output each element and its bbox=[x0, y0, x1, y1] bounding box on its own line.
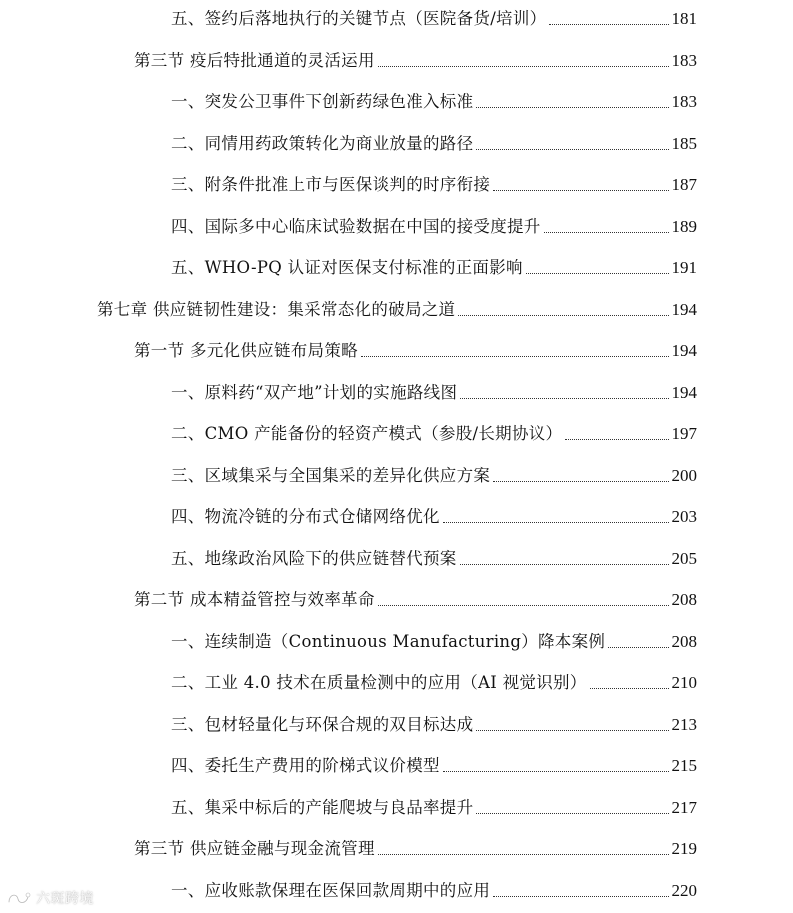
toc-dot-leader bbox=[544, 232, 669, 233]
toc-entry-title: 五、签约后落地执行的关键节点（医院备货/培训） bbox=[171, 9, 547, 28]
toc-dot-leader bbox=[378, 854, 669, 855]
toc-page-number: 220 bbox=[671, 880, 697, 900]
toc-entry[interactable] bbox=[171, 419, 697, 445]
toc-dot-leader bbox=[565, 439, 668, 440]
toc-dot-leader bbox=[361, 356, 669, 357]
toc-entry-title: 第七章 供应链韧性建设：集采常态化的破局之道 bbox=[97, 299, 456, 319]
toc-dot-leader bbox=[590, 688, 669, 689]
toc-page-number: 208 bbox=[671, 631, 697, 651]
toc-dot-leader bbox=[378, 605, 669, 606]
watermark bbox=[6, 887, 94, 909]
toc-entry[interactable] bbox=[171, 710, 697, 736]
toc-dot-leader bbox=[443, 771, 669, 772]
toc-entry-title: 第三节 供应链金融与现金流管理 bbox=[134, 839, 375, 858]
toc-dot-leader bbox=[460, 564, 669, 565]
toc-page-number: 181 bbox=[671, 9, 697, 28]
toc-entry[interactable] bbox=[171, 502, 697, 528]
toc-entry[interactable] bbox=[171, 87, 697, 113]
toc-page-number: 183 bbox=[671, 50, 697, 70]
toc-page-number: 208 bbox=[671, 590, 697, 609]
toc-entry-title: 第二节 成本精益管控与效率革命 bbox=[134, 590, 375, 609]
toc-page-number: 185 bbox=[671, 133, 697, 153]
toc-entry-title: 一、突发公卫事件下创新药绿色准入标准 bbox=[171, 92, 474, 111]
toc-entry[interactable] bbox=[171, 378, 697, 404]
toc-entry[interactable] bbox=[171, 170, 697, 196]
toc-entry[interactable] bbox=[134, 585, 697, 611]
toc-dot-leader bbox=[460, 398, 668, 399]
toc-entry[interactable] bbox=[171, 4, 697, 30]
toc-page-number: 183 bbox=[671, 92, 697, 111]
toc-entry-title: 二、同情用药政策转化为商业放量的路径 bbox=[171, 133, 474, 153]
toc-dot-leader bbox=[493, 896, 668, 897]
toc-dot-leader bbox=[493, 190, 668, 191]
toc-page-number: 200 bbox=[671, 465, 697, 485]
toc-page-number: 189 bbox=[671, 216, 697, 236]
toc-page-number: 194 bbox=[671, 382, 697, 402]
toc-page-number: 187 bbox=[671, 175, 697, 194]
toc-entry[interactable] bbox=[171, 668, 697, 694]
toc-page-number: 203 bbox=[671, 507, 697, 526]
toc-entry[interactable] bbox=[134, 336, 697, 362]
toc-chapter-entry[interactable] bbox=[97, 295, 697, 321]
toc-entry[interactable] bbox=[171, 793, 697, 819]
toc-entry-title: 三、区域集采与全国集采的差异化供应方案 bbox=[171, 465, 491, 485]
toc-entry-title: 四、国际多中心临床试验数据在中国的接受度提升 bbox=[171, 216, 541, 236]
toc-entry-title: 三、包材轻量化与环保合规的双目标达成 bbox=[171, 714, 474, 734]
toc-page-number: 217 bbox=[671, 797, 697, 817]
toc-dot-leader bbox=[378, 66, 669, 67]
toc-dot-leader bbox=[526, 273, 669, 274]
toc-page-number: 194 bbox=[671, 341, 697, 360]
toc-entry[interactable] bbox=[171, 751, 697, 777]
toc-entry-title: 二、工业 4.0 技术在质量检测中的应用（AI 视觉识别） bbox=[171, 673, 587, 692]
toc-entry[interactable] bbox=[171, 212, 697, 238]
toc-entry-title: 四、委托生产费用的阶梯式议价模型 bbox=[171, 756, 440, 775]
watermark-text: 六斑跨境 bbox=[36, 891, 94, 907]
toc-page-number: 194 bbox=[671, 299, 697, 319]
toc-page-number: 215 bbox=[671, 756, 697, 775]
toc-page-number: 213 bbox=[671, 714, 697, 734]
toc-entry-title: 二、CMO 产能备份的轻资产模式（参股/长期协议） bbox=[171, 424, 563, 443]
toc-dot-leader bbox=[443, 522, 669, 523]
toc-entry-title: 五、地缘政治风险下的供应链替代预案 bbox=[171, 548, 457, 568]
toc-entry[interactable] bbox=[171, 461, 697, 487]
toc-entry[interactable] bbox=[171, 253, 697, 279]
toc-dot-leader bbox=[476, 149, 668, 150]
toc-entry-title: 三、附条件批准上市与医保谈判的时序衔接 bbox=[171, 175, 491, 194]
toc-entry[interactable] bbox=[171, 876, 697, 902]
toc-page-number: 191 bbox=[671, 258, 697, 277]
toc-entry-title: 一、应收账款保理在医保回款周期中的应用 bbox=[171, 880, 491, 900]
toc-dot-leader bbox=[549, 24, 668, 25]
toc-entry-title: 一、连续制造（Continuous Manufacturing）降本案例 bbox=[171, 631, 606, 651]
toc-dot-leader bbox=[458, 315, 668, 316]
toc-dot-leader bbox=[476, 107, 668, 108]
toc-page-number: 219 bbox=[671, 839, 697, 858]
toc-entry[interactable] bbox=[171, 129, 697, 155]
toc-entry-title: 五、集采中标后的产能爬坡与良品率提升 bbox=[171, 797, 474, 817]
toc-entry[interactable] bbox=[171, 627, 697, 653]
toc-entry-title: 第一节 多元化供应链布局策略 bbox=[134, 341, 358, 360]
toc-entry-title: 四、物流冷链的分布式仓储网络优化 bbox=[171, 507, 440, 526]
toc-entry[interactable] bbox=[134, 46, 697, 72]
toc-dot-leader bbox=[493, 481, 668, 482]
toc-dot-leader bbox=[608, 647, 668, 648]
toc-page-number: 210 bbox=[671, 673, 697, 692]
toc-entry-title: 五、WHO-PQ 认证对医保支付标准的正面影响 bbox=[171, 258, 523, 277]
toc-entry[interactable] bbox=[171, 544, 697, 570]
toc-dot-leader bbox=[476, 813, 668, 814]
toc-entry-title: 第三节 疫后特批通道的灵活运用 bbox=[134, 50, 375, 70]
toc-entry[interactable] bbox=[134, 834, 697, 860]
toc-dot-leader bbox=[476, 730, 668, 731]
toc-page-number: 197 bbox=[671, 424, 697, 443]
watermark-logo-icon bbox=[6, 889, 32, 907]
toc-entry-title: 一、原料药“双产地”计划的实施路线图 bbox=[171, 382, 458, 402]
toc-page-number: 205 bbox=[671, 548, 697, 568]
